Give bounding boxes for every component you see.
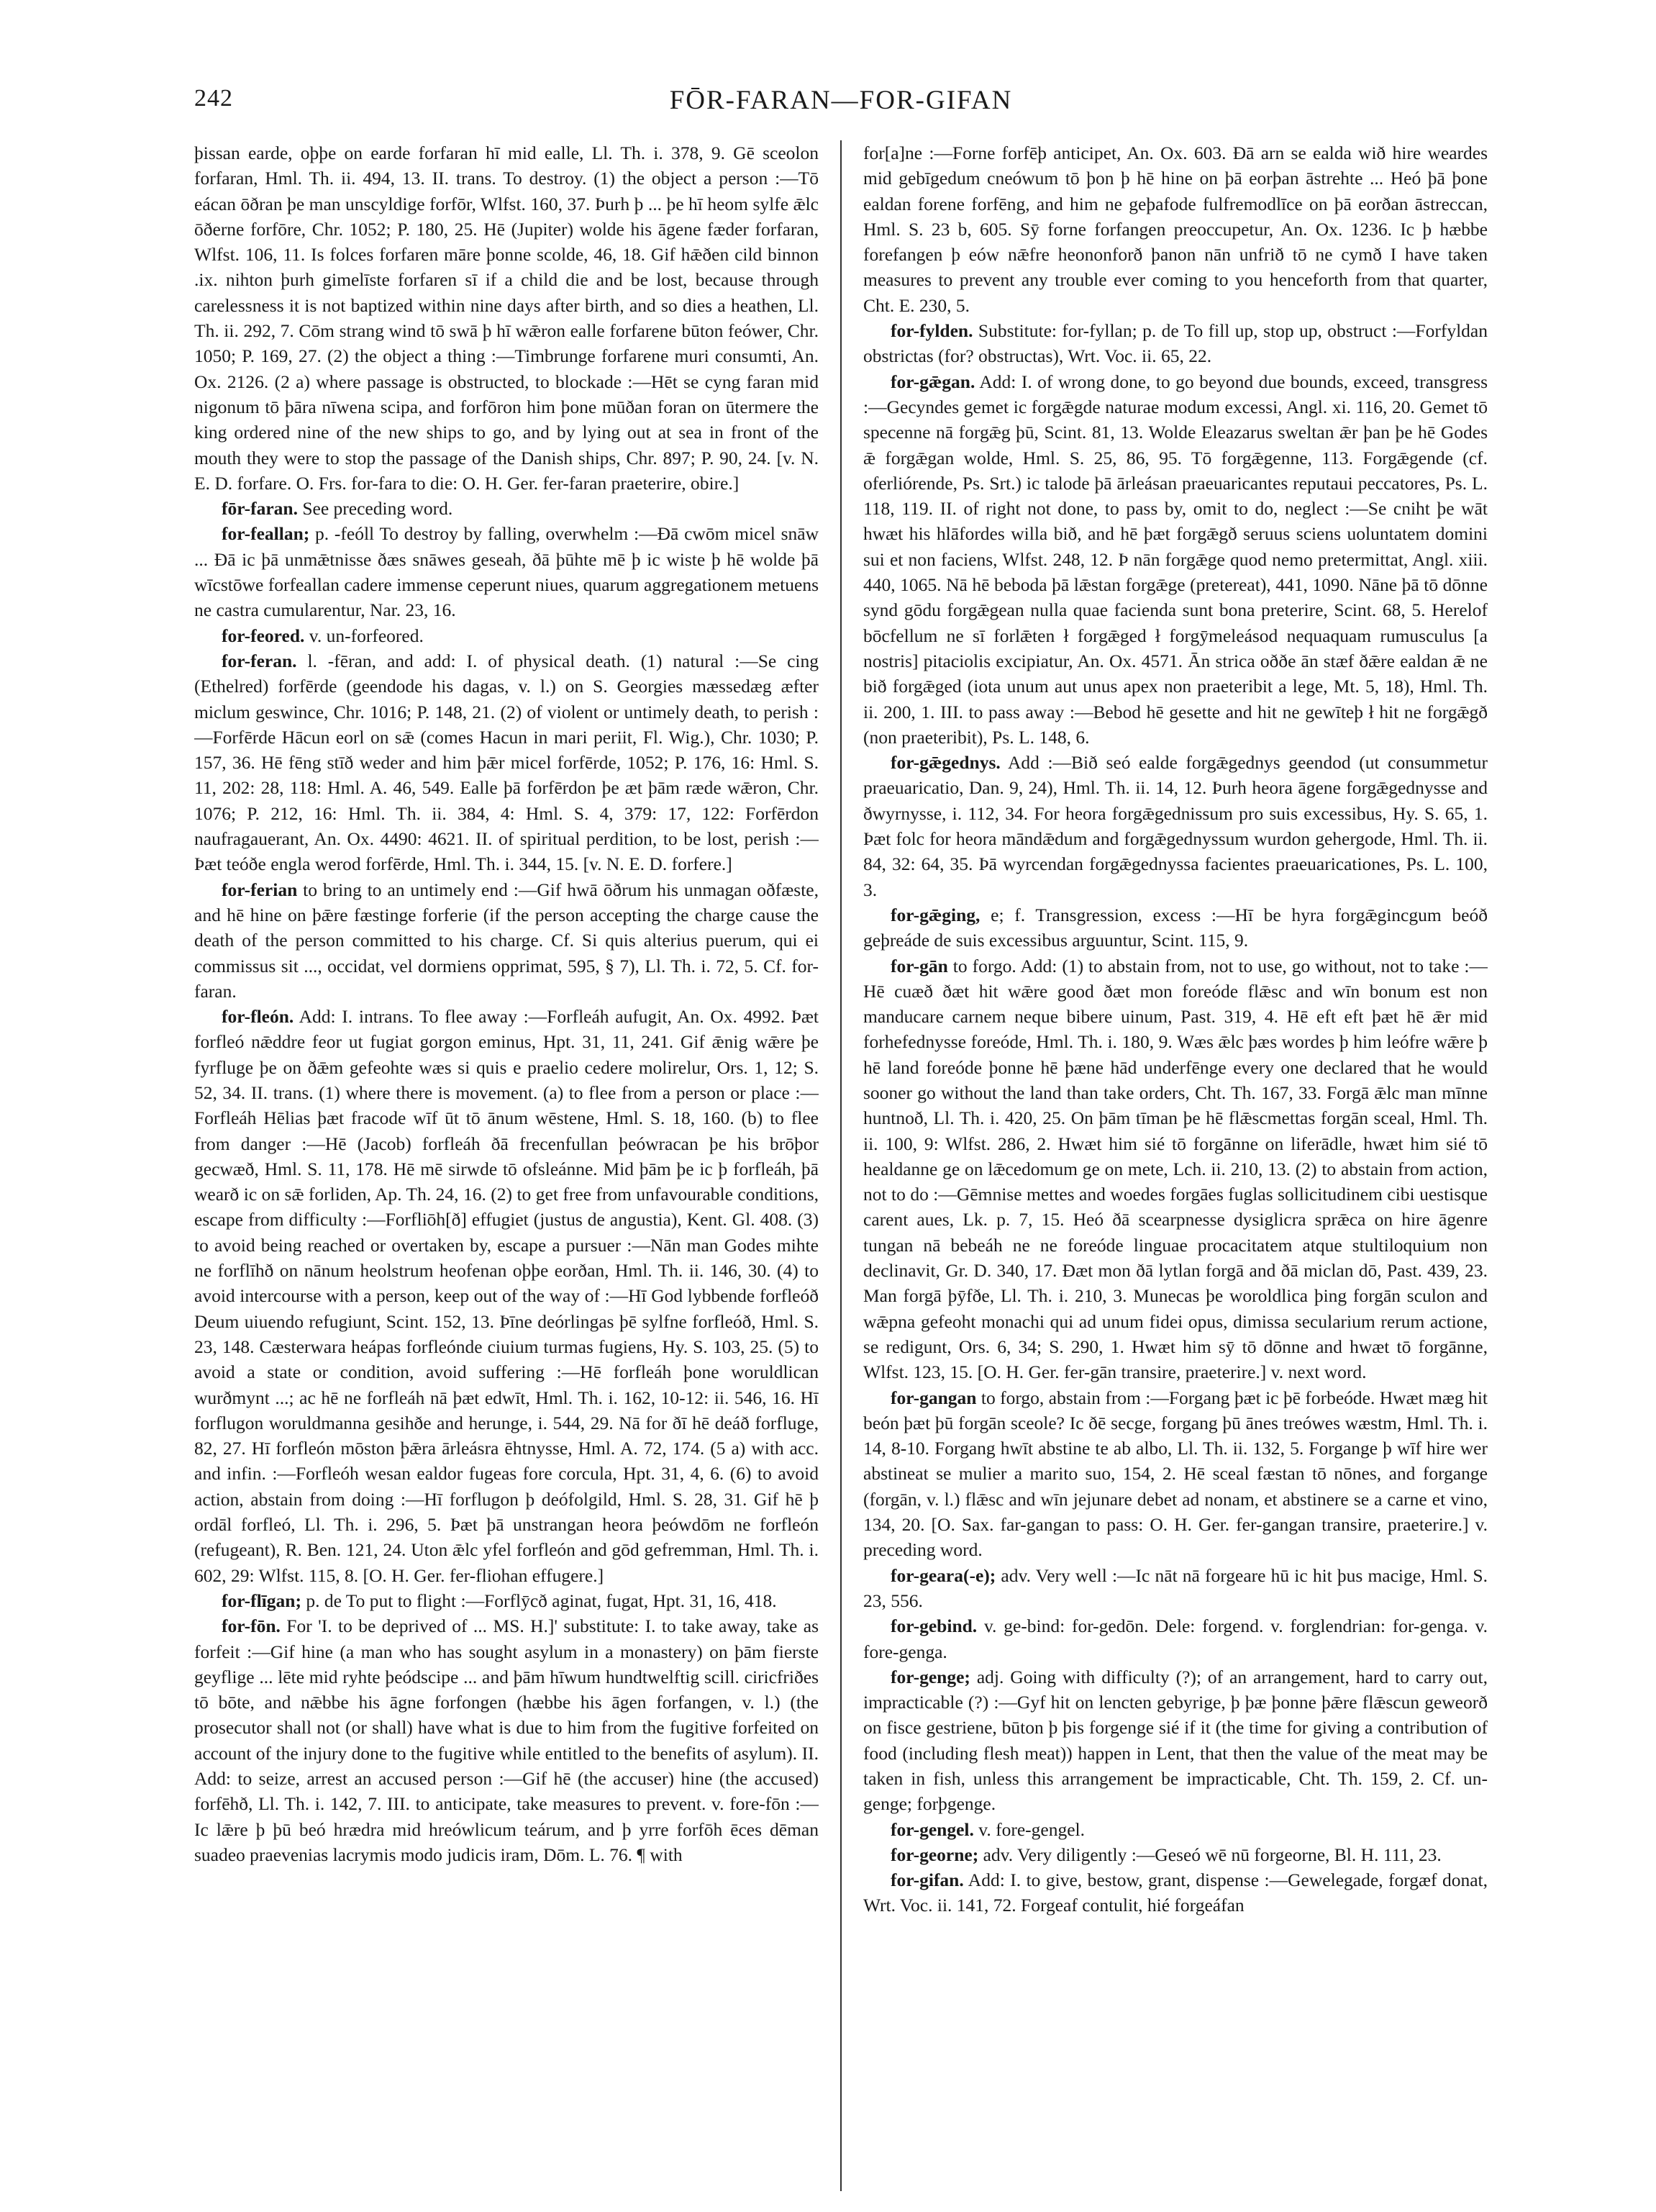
- entry-continuation: [863, 140, 1488, 318]
- dictionary-entry: [194, 648, 819, 877]
- right-column: [863, 140, 1488, 2191]
- entry-text: to forgo, abstain from :—Forgang þæt ic þē forbeóde. Hwæt mæg hit beón þæt þū forgān sceole? Ic ðē secge, forgang þū ānes treówes wæstm, Hml. Th. i. 14, 8-10. Forgang hwīt abstine te ab albo, Ll. Th. ii. 132, 5. Forgange þ wīf hire wer abstineat se mulier a marito suo, 154, 2. Hē sceal fæstan tō nōnes, and forgange (forgān, v. l.) flǣsc and wīn jejunare debet ad nonam, et abstinere se a carne et vino, 134, 20. [O. Sax. far-gangan to pass: O. H. Ger. fer-gangan transire, praeterire.] v. preceding word.: [863, 1387, 1488, 1561]
- headword: for-ferian: [222, 879, 298, 900]
- headword: for-fōn.: [222, 1615, 281, 1637]
- headword: for-feran.: [222, 650, 297, 671]
- dictionary-entry: [863, 750, 1488, 902]
- page-header: [194, 85, 1488, 128]
- dictionary-entry: [194, 521, 819, 622]
- dictionary-entry: [194, 623, 819, 648]
- entry-text: v. fore-gengel.: [973, 1818, 1085, 1840]
- dictionary-entry: [863, 1867, 1488, 1918]
- entry-text: See preceding word.: [297, 498, 453, 520]
- entry-text: to forgo. Add: (1) to abstain from, not to use, go without, not to take :—Hē cuæð ðæt hit wǣre good ðæt mon foreóde flǣsc and wīn bonum est non manducare carnem neque bibere uinum, Past. 319, 4. Hē eft eft þæt hē ǣr mid forhefednysse foreóde, Hml. Th. i. 180, 9. Wæs ǣlc þæs wordes þ him leófre wǣre þ hē land foreóde þonne hē þæne hād underfēnge every one declared that he would sooner go without the land than take orders, Cht. Th. 167, 33. Forgā ǣlc man mīnne huntnoð, Ll. Th. i. 420, 25. On þām tīman þe hē flǣscmettas forgān sceal, Hml. Th. ii. 100, 9: Wlfst. 286, 2. Hwæt him sié tō forgānne on liferādle, hwæt him sié tō healdanne ge on lǣcedomum ge on mete, Lch. ii. 210, 13. (2) to abstain from action, not to do :—Gēmnise mettes and woedes forgāes fuglas sollicitudinem cibi uestisque carent aues, Lk. p. 7, 15. Heó ðā scearpnesse dysiglicra sprǣca on hire āgenre tungan nā bebeáh ne ne foreóde linguae procacitatem atque stultiloquium non declinavit, Gr. D. 340, 17. Ðæt mon ðā lytlan forgā and ðā miclan dō, Past. 439, 23. Man forgā þȳfðe, Ll. Th. i. 210, 3. Munecas þe woroldlica þing forgān sculon and wǣpna gefeoht monachi qui ad unum fidei opus, dimissa secularium rerum actione, se redigunt, Ors. 6, 34; S. 290, 1. Hwæt him sȳ tō dōnne and hwæt tō forgānne, Wlfst. 123, 15. [O. H. Ger. fer-gān transire, praeterire.] v. next word.: [863, 955, 1488, 1383]
- entry-text: þissan earde, oþþe on earde forfaran hī mid ealle, Ll. Th. i. 378, 9. Gē sceolon forfaran, Hml. Th. ii. 494, 13. II. trans. To destroy. (1) the object a person :—Tō eácan ōðran þe man unscyldige forfōr, Wlfst. 160, 37. Þurh þ ... þe hī heom sylfe ǣlc ōðerne forfōre, Chr. 1052; P. 180, 25. Hē (Jupiter) wolde his āgene fæder forfaran, Wlfst. 106, 11. Is folces forfaren māre þonne scolde, 46, 18. Gif hǣðen cild binnon .ix. nihton þurh gimelīste forfaren sī if a child die and be lost, because through carelessness it is not baptized within nine days after birth, and so dies a heathen, Ll. Th. ii. 292, 7. Cōm strang wind tō swā þ hī wǣron ealle forfarene būton feówer, Chr. 1050; P. 169, 27. (2) the object a thing :—Timbrunge forfarene muri consumti, An. Ox. 2126. (2 a) where passage is obstructed, to blockade :—Hēt se cyng faran mid nigonum tō þāra nīwena scipa, and forfōron him þone mūðan foran on ūtermere the king ordered nine of the new ships to go, and by lying out at sea in front of the mouth they were to stop the passage of the Danish ships, Chr. 897; P. 90, 24. [v. N. E. D. forfare. O. Frs. for-fara to die: O. H. Ger. fer-faran praeterire, obire.]: [194, 142, 819, 494]
- headword: for-fleón.: [222, 1006, 294, 1028]
- entry-text: adv. Very well :—Ic nāt nā forgeare hū ic hit þus macige, Hml. S. 23, 556.: [863, 1564, 1488, 1611]
- entry-text: Add: I. intrans. To flee away :—Forfleáh aufugit, An. Ox. 4992. Þæt forfleó nǣddre feor ut fugiat gorgon eminus, Hpt. 31, 11, 241. Gif ǣnig wǣre þe fyrfluge þe on ðǣm gefeohte wæs si quis e praelio cedere molirelur, Ors. 1, 12; S. 52, 34. II. trans. (1) where there is movement. (a) to flee from a person or place :—Forfleáh Hēlias þæt fracode wīf ūt tō ānum wēstene, Hml. S. 18, 160. (b) to flee from danger :—Hē (Jacob) forfleáh ðā frecenfullan þeówracan þe his brōþor gecwæð, Hml. S. 11, 178. Hē mē sirwde tō ofsleánne. Mid þām þe ic þ forfleáh, þā wearð ic on sǣ forliden, Ap. Th. 24, 16. (2) to get free from unfavourable conditions, escape from difficulty :—Forfliōh[ð] effugiet (justus de angustia), Kent. Gl. 408. (3) to avoid being reached or overtaken by, escape a pursuer :—Nān man Godes mihte ne forflīhð on nānum heolstrum heofenan oþþe eorðan, Hml. Th. ii. 146, 30. (4) to avoid intercourse with a person, keep out of the way of :—Hī God lybbende forfleóð Deum uiuendo refugiunt, Scint. 152, 13. Þīne deórlingas þē sylfne forfleóð, Hml. S. 23, 148. Cæsterwara heápas forfleónde ciuium turmas fugiens, Hy. S. 103, 25. (5) to avoid a state or condition, avoid suffering :—Hē forfleáh þone woruldlican wurðmynt ...; ac hē ne forfleáh nā þæt edwīt, Hml. Th. i. 162, 10-12: ii. 546, 16. Hī forflugon woruldmanna gesihðe and herunge, i. 544, 29. Nā for ðī hē deáð forfluge, 82, 27. Hī forfleón mōston þǣra ārleásra ēhtnysse, Hml. A. 72, 174. (5 a) with acc. and infin. :—Forfleóh wesan ealdor fugeas fore corcula, Hpt. 31, 4, 6. (6) to avoid action, abstain from doing :—Hī forflugon þ deófolgild, Hml. S. 28, 31. Gif hē þ ordāl forfleó, Ll. Th. i. 296, 5. Þæt þā unstrangan heora þeówdōm ne forfleón (refugeant), R. Ben. 121, 24. Uton ǣlc yfel forfleón and gōd gefremman, Hml. Th. i. 602, 29: Wlfst. 115, 8. [O. H. Ger. fer-fliohan effugere.]: [194, 1006, 819, 1586]
- headword: for-georne;: [891, 1844, 979, 1865]
- headword: for-gangan: [891, 1387, 977, 1408]
- entry-text: adj. Going with difficulty (?); of an arrangement, hard to carry out, impracticable (?) :—Gyf hit on lencten gebyrige, þ þæ þonne þǣre flǣscun geweorð on fisce gestriene, būton þ þis forgenge sié if it (the time for giving a contribution of food (including flesh meat)) happen in Lent, that then the value of the meat may be taken in fish, unless this arrangement be impracticable, Cht. Th. 159, 2. Cf. un-genge; forþgenge.: [863, 1666, 1488, 1815]
- entry-text: e; f. Transgression, excess :—Hī be hyra forgǣgincgum beóð geþreáde de suis excessibus arguuntur, Scint. 115, 9.: [863, 904, 1488, 951]
- entry-text: Substitute: for-fyllan; p. de To fill up, stop up, obstruct :—Forfyldan obstrictas (for? obstructas), Wrt. Voc. ii. 65, 22.: [863, 320, 1488, 367]
- headword: for-gān: [891, 955, 948, 976]
- headword: for-feallan;: [222, 523, 310, 545]
- dictionary-entry: [863, 1563, 1488, 1614]
- dictionary-entry: [194, 877, 819, 1004]
- entry-text: Add :—Bið seó ealde forgǣgednys geendod (ut consummetur praeuaricatio, Dan. 9, 24), Hml. Th. ii. 14, 12. Þurh heora āgene forgǣgednysse and ðwyrnysse, i. 112, 34. For heora forgǣgednissum pro suis excessibus, Hy. S. 65, 1. Þæt folc for heora māndǣdum and forgǣgednyssum wurdon gehergode, Hml. Th. ii. 84, 32: 64, 35. Þā wyrcendan forgǣgednyssa facientes praeuaricationes, Ps. L. 100, 3.: [863, 752, 1488, 900]
- dictionary-entry: [194, 496, 819, 521]
- running-head: FŌR-FARAN—FOR-GIFAN: [669, 86, 1013, 115]
- column-divider: [840, 140, 842, 2191]
- headword: for-geara(-e);: [891, 1564, 996, 1586]
- entry-text: adv. Very diligently :—Geseó wē nū forgeorne, Bl. H. 111, 23.: [978, 1844, 1442, 1865]
- headword: for-gǣgednys.: [891, 752, 1001, 774]
- entry-text: p. -feóll To destroy by falling, overwhelm :—Ðā cwōm micel snāw ... Ðā ic þā unmǣtnisse ðæs snāwes geseah, ðā þūhte mē þ ic wiste þ hē wolde þā wīcstōwe forfeallan cadere immense ceperunt niues, quarum aggregationem metuens ne castra cumularentur, Nar. 23, 16.: [194, 523, 819, 621]
- dictionary-entry: [194, 1613, 819, 1867]
- headword: for-gebind.: [891, 1615, 978, 1637]
- entry-text: to bring to an untimely end :—Gif hwā ōðrum his unmagan oðfæste, and hē hine on þǣre fæstinge forferie (if the person accepting the charge cause the death of the person committed to his charge. Cf. Si quis alterius puerum, qui ei commissus sit ..., occidat, vel dormiens opprimat, 595, § 7), Ll. Th. i. 72, 5. Cf. for-faran.: [194, 879, 819, 1002]
- headword: for-genge;: [891, 1666, 970, 1687]
- dictionary-entry: [863, 1817, 1488, 1842]
- dictionary-entry: [863, 318, 1488, 369]
- dictionary-entry: [863, 953, 1488, 1385]
- dictionary-entry: [863, 902, 1488, 953]
- dictionary-entry: [194, 1588, 819, 1613]
- dictionary-entry: [863, 1664, 1488, 1817]
- headword: for-gǣgan.: [891, 371, 975, 392]
- headword: for-gifan.: [891, 1869, 964, 1891]
- headword: fōr-faran.: [222, 498, 298, 520]
- page-number: 242: [194, 85, 233, 112]
- entry-text: Add: I. of wrong done, to go beyond due bounds, exceed, transgress :—Gecyndes gemet ic forgǣgde naturae modum excessi, Angl. xi. 116, 20. Gemet tō specenne nā forgǣg þū, Scint. 81, 13. Wolde Eleazarus sweltan ǣr þan þe hē Godes ǣ forgǣgan wolde, Hml. S. 25, 86, 95. Tō forgǣgenne, 113. Forgǣgende (cf. oferliórende, Ps. Srt.) ic talode þā ārleásan praeuaricantes reputaui peccatores, Ps. L. 118, 119. II. of right not done, to pass by, omit to do, neglect :—Se cniht þe wāt hwæt his hlāfordes willa bið, and hē þæt forgǣgð seruus sciens uoluntatem domini sui et non faciens, Wlfst. 248, 12. Þ nān forgǣge quod nemo pretermittat, Angl. xiii. 440, 1065. Nā hē beboda þā lǣstan forgǣge (pretereat), 441, 1090. Nāne þā tō dōnne synd gōdu forgǣgean nulla quae facienda sunt bona preterire, Scint. 68, 5. Herelof bōcfellum ne sī forlǣten ł forgǣged ł forgȳmeleásod nequaquam rumusculus [a nostris] pitaciolis excipiatur, An. Ox. 4571. Ān strica oððe ān stæf ðǣre ealdan ǣ ne bið forgǣged (iota unum aut unus apex non praeteribit a lege, Mt. 5, 18), Hml. Th. ii. 200, 1. III. to pass away :—Bebod hē gesette and hit ne gewīteþ ł hit ne forgǣgð (non praeteribit), Ps. L. 148, 6.: [863, 371, 1488, 748]
- entry-text: for[a]ne :—Forne forfēþ anticipet, An. Ox. 603. Ðā arn se ealda wið hire weardes mid gebīgedum cneówum tō þon þ hē hine on þā eorþan āstrehte ... Heó þā þone ealdan forene forfēng, and him ne geþafode fulfremodlīce on þā eorðan āstreccan, Hml. S. 23 b, 605. Sȳ forne forfangen preoccupetur, An. Ox. 1236. Ic þ hæbbe forefangen þ eów nǣfre heononforð þanon nān unfrið tō ne cymð I have taken measures to prevent any trouble ever coming to you henceforth from that quarter, Cht. E. 230, 5.: [863, 142, 1488, 316]
- dictionary-entry: [863, 1385, 1488, 1563]
- left-column: [194, 140, 819, 2191]
- headword: for-gǣging,: [891, 904, 981, 925]
- dictionary-entry: [863, 1842, 1488, 1867]
- dictionary-entry: [863, 369, 1488, 750]
- entry-text: v. un-forfeored.: [304, 625, 424, 646]
- entry-text: v. ge-bind: for-gedōn. Dele: forgend. v. forglendrian: for-genga. v. fore-genga.: [863, 1615, 1488, 1662]
- entry-text: p. de To put to flight :—Forflȳcð aginat, fugat, Hpt. 31, 16, 418.: [301, 1590, 777, 1611]
- entry-text: Add: I. to give, bestow, grant, dispense :—Gewelegade, forgæf donat, Wrt. Voc. ii. 141, 72. Forgeaf contulit, hié forgeáfan: [863, 1869, 1488, 1916]
- dictionary-entry: [194, 1004, 819, 1588]
- entry-text: l. -fēran, and add: I. of physical death. (1) natural :—Se cing (Ethelred) forfērde (geendode his dagas, v. l.) on S. Georgies mæssedæg æfter miclum geswince, Chr. 1016; P. 148, 21. (2) of violent or untimely death, to perish :—Forfērde Hācun eorl on sǣ (comes Hacun in mari periit, Fl. Wig.), Chr. 1030; P. 157, 36. Hē fēng stīð weder and him þǣr micel forfērde, 1052; P. 176, 16: Hml. S. 11, 202: 28, 118: Hml. A. 46, 549. Ealle þā forfērdon þe æt þām ræde wǣron, Chr. 1076; P. 212, 16: Hml. Th. ii. 384, 4: Hml. S. 4, 379: 17, 122: Forfērdon naufragauerant, An. Ox. 4490: 4621. II. of spiritual perdition, to be lost, perish :—Þæt teóðe engla werod forfērde, Hml. Th. i. 344, 15. [v. N. E. D. forfere.]: [194, 650, 819, 875]
- entry-text: For 'I. to be deprived of ... MS. H.]' substitute: I. to take away, take as forfeit :—Gif hine (a man who has sought asylum in a monastery) on þām fierste geyflige ... lēte mid ryhte þeódscipe ... and þām hīwum hundtwelftig scill. ciricfriðes tō bōte, and nǣbbe his āgne forfongen (hæbbe his āgen forfangen, v. l.) (the prosecutor shall not (or shall) have what is due to him from the fugitive forfeited on account of the injury done to the fugitive while entitled to the benefits of asylum). II. Add: to seize, arrest an accused person :—Gif hē (the accuser) hine (the accused) forfēhð, Ll. Th. i. 142, 7. III. to anticipate, take measures to prevent. v. fore-fōn :—Ic lǣre þ þū beó hrædra mid hreówlicum teárum, and þ yrre forfōh ēces dēman suadeo praevenias lacrymis modo judicis iram, Dōm. L. 76. ¶ with: [194, 1615, 819, 1865]
- headword: for-fylden.: [891, 320, 973, 342]
- headword: for-flīgan;: [222, 1590, 301, 1611]
- entry-continuation: [194, 140, 819, 496]
- dictionary-columns: [194, 140, 1488, 2191]
- headword: for-gengel.: [891, 1818, 974, 1840]
- dictionary-entry: [863, 1613, 1488, 1664]
- headword: for-feored.: [222, 625, 305, 646]
